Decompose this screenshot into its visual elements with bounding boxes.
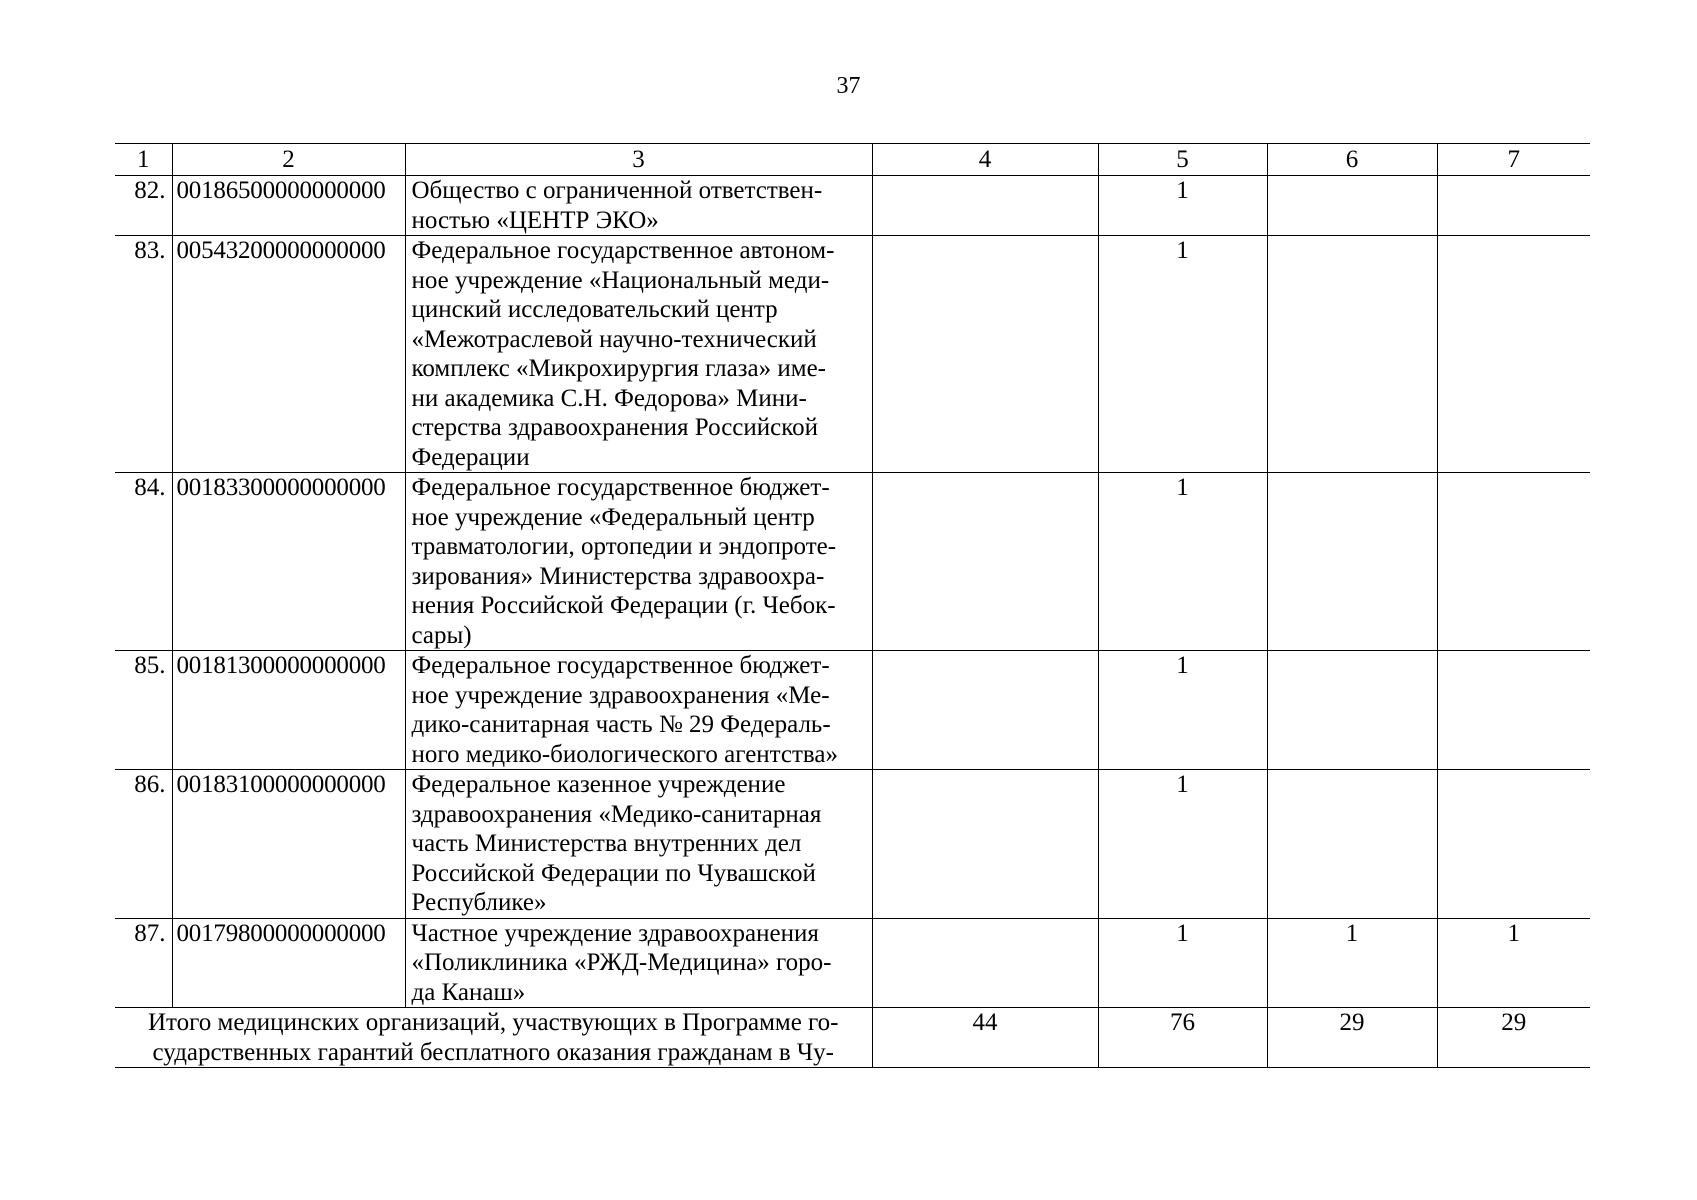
- table-header-row: [115, 144, 1590, 176]
- row-number: 82.: [115, 176, 172, 236]
- total-c7-value: 29: [1437, 1008, 1590, 1068]
- table-row: [115, 770, 1590, 919]
- column-5-value: 1: [1098, 918, 1267, 1008]
- column-7-value: 1: [1437, 918, 1590, 1008]
- row-number: 85.: [115, 651, 172, 770]
- column-5-value: 1: [1098, 176, 1267, 236]
- header-cell: 4: [872, 144, 1098, 176]
- total-c6-value: 29: [1267, 1008, 1437, 1068]
- organization-name: Частное учреждение здравоохранения «Поликлиника «РЖД-Медицина» горо- да Канаш»: [405, 918, 872, 1008]
- column-6-value: [1267, 651, 1437, 770]
- table-row: [115, 236, 1590, 473]
- row-number: 84.: [115, 473, 172, 651]
- column-5-value: 1: [1098, 651, 1267, 770]
- header-cell: 3: [405, 144, 872, 176]
- column-7-value: [1437, 770, 1590, 919]
- column-5-value: 1: [1098, 236, 1267, 473]
- organization-name: Федеральное государственное автоном- ное учреждение «Национальный меди- цинский исследовательский центр «Межотраслевой научно-технический комплекс «Микрохирургия глаза» име- ни академика С.Н. Федорова» Мини- стерства здравоохранения Российской Федерации: [405, 236, 872, 473]
- row-number: 87.: [115, 918, 172, 1008]
- column-5-value: 1: [1098, 473, 1267, 651]
- organization-name: Общество с ограниченной ответствен- ностью «ЦЕНТР ЭКО»: [405, 176, 872, 236]
- column-4-value: [872, 770, 1098, 919]
- header-cell: 5: [1098, 144, 1267, 176]
- column-6-value: [1267, 236, 1437, 473]
- organization-name: Федеральное государственное бюджет- ное учреждение здравоохранения «Ме- дико-санитарная часть № 29 Федераль- ного медико-биологического агентства»: [405, 651, 872, 770]
- organization-code: 00179800000000000: [172, 918, 405, 1008]
- column-4-value: [872, 473, 1098, 651]
- organization-code: 00183300000000000: [172, 473, 405, 651]
- column-7-value: [1437, 651, 1590, 770]
- column-7-value: [1437, 176, 1590, 236]
- total-label: Итого медицинских организаций, участвующих в Программе го- сударственных гарантий бесплатного оказания гражданам в Чу-: [115, 1008, 872, 1068]
- organization-code: 00183100000000000: [172, 770, 405, 919]
- column-4-value: [872, 651, 1098, 770]
- row-number: 83.: [115, 236, 172, 473]
- organization-code: 00543200000000000: [172, 236, 405, 473]
- column-6-value: [1267, 176, 1437, 236]
- total-c5-value: 76: [1098, 1008, 1267, 1068]
- table-row: [115, 918, 1590, 1008]
- column-7-value: [1437, 473, 1590, 651]
- column-4-value: [872, 918, 1098, 1008]
- column-4-value: [872, 236, 1098, 473]
- total-c4-value: 44: [872, 1008, 1098, 1068]
- table-row: [115, 473, 1590, 651]
- table-row: [115, 651, 1590, 770]
- header-cell: 1: [115, 144, 172, 176]
- table-row: [115, 176, 1590, 236]
- organizations-table: [115, 143, 1590, 1068]
- column-6-value: 1: [1267, 918, 1437, 1008]
- column-4-value: [872, 176, 1098, 236]
- total-row: [115, 1008, 1590, 1068]
- row-number: 86.: [115, 770, 172, 919]
- header-cell: 7: [1437, 144, 1590, 176]
- column-7-value: [1437, 236, 1590, 473]
- organization-code: 00186500000000000: [172, 176, 405, 236]
- column-6-value: [1267, 770, 1437, 919]
- header-cell: 6: [1267, 144, 1437, 176]
- organization-code: 00181300000000000: [172, 651, 405, 770]
- page-number: 37: [836, 73, 861, 99]
- header-cell: 2: [172, 144, 405, 176]
- organization-name: Федеральное казенное учреждение здравоохранения «Медико-санитарная часть Министерства внутренних дел Российской Федерации по Чувашской Республике»: [405, 770, 872, 919]
- column-6-value: [1267, 473, 1437, 651]
- organization-name: Федеральное государственное бюджет- ное учреждение «Федеральный центр травматологии, ортопедии и эндопроте- зирования» Министерства здравоохра- нения Российской Федерации (г. Чебок- сары): [405, 473, 872, 651]
- column-5-value: 1: [1098, 770, 1267, 919]
